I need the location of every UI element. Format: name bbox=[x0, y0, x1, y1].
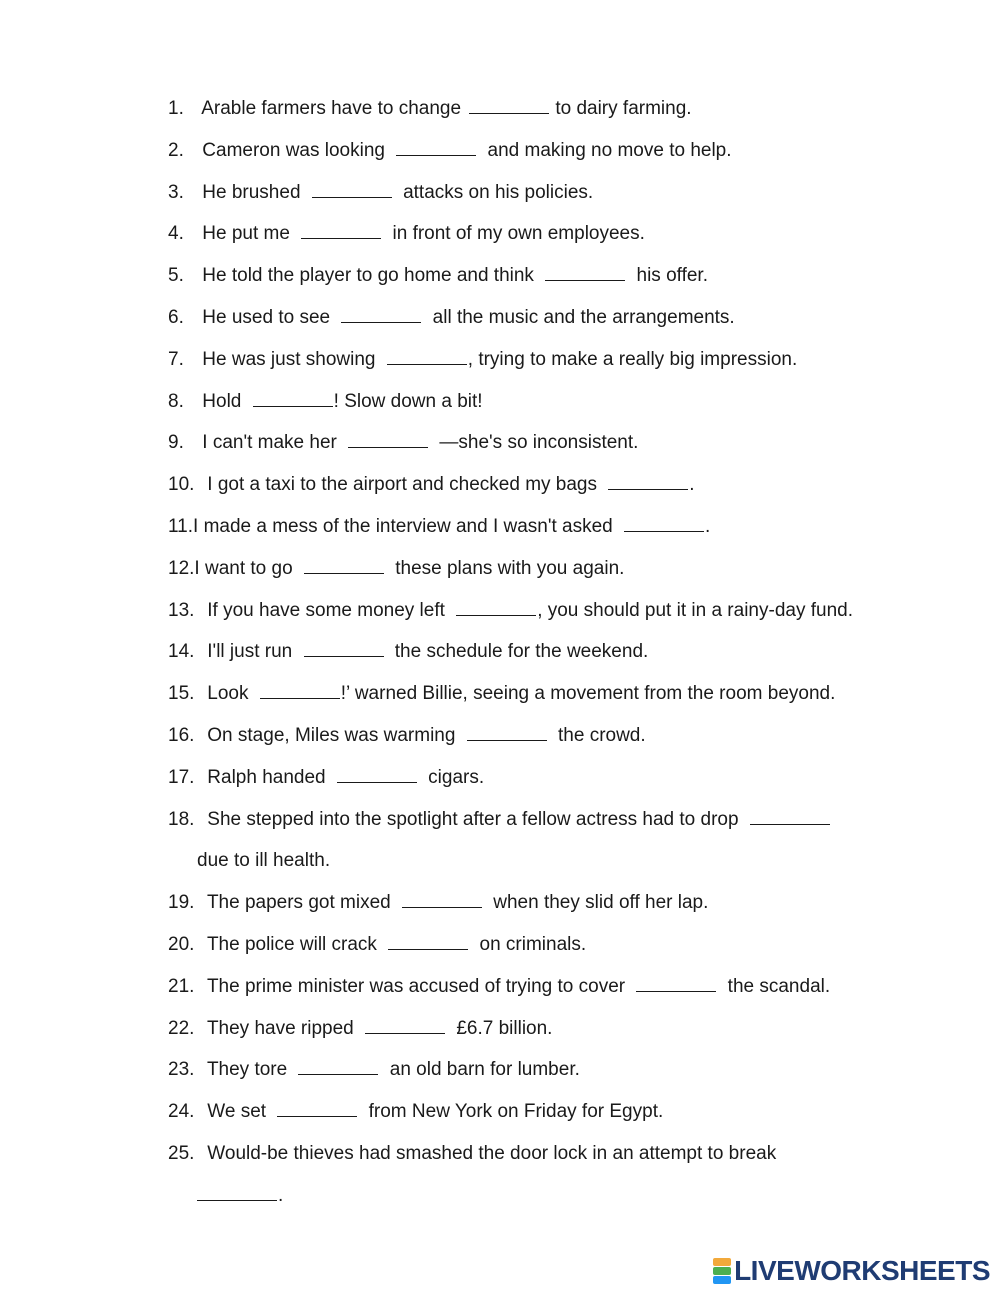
answer-blank[interactable] bbox=[608, 488, 688, 490]
item-text-after: an old barn for lumber. bbox=[389, 1059, 580, 1081]
answer-blank[interactable] bbox=[388, 948, 468, 950]
item-number: 4. bbox=[168, 223, 184, 245]
answer-blank[interactable] bbox=[396, 154, 476, 156]
answer-blank[interactable] bbox=[337, 781, 417, 783]
exercise-item bbox=[168, 631, 928, 673]
exercise-item bbox=[168, 966, 928, 1008]
item-number: 23. bbox=[168, 1059, 195, 1081]
exercise-item bbox=[168, 88, 928, 130]
item-text-before: Look bbox=[207, 683, 249, 705]
answer-blank[interactable] bbox=[304, 572, 384, 574]
item-text-before: If you have some money left bbox=[207, 599, 445, 621]
exercise-item bbox=[168, 213, 928, 255]
answer-blank[interactable] bbox=[469, 112, 549, 114]
answer-blank[interactable] bbox=[402, 906, 482, 908]
answer-blank[interactable] bbox=[341, 321, 421, 323]
item-text-after: these plans with you again. bbox=[395, 557, 625, 579]
item-text-after: cigars. bbox=[428, 766, 485, 788]
item-number: 16. bbox=[168, 724, 195, 746]
item-text-before: Arable farmers have to change bbox=[201, 98, 462, 119]
exercise-item bbox=[168, 172, 928, 214]
exercise-item-continuation bbox=[168, 840, 928, 882]
item-text-before: Cameron was looking bbox=[202, 139, 385, 161]
liveworksheets-brand bbox=[713, 1255, 990, 1287]
item-text-after: , trying to make a really big impression. bbox=[467, 348, 798, 370]
answer-blank[interactable] bbox=[467, 739, 547, 741]
item-text-after: his offer. bbox=[636, 265, 708, 287]
answer-blank[interactable] bbox=[456, 614, 536, 616]
exercise-item bbox=[168, 1133, 928, 1175]
item-text-after: the crowd. bbox=[558, 724, 646, 746]
item-text-continued: due to ill health. bbox=[197, 850, 331, 872]
item-text-before: I got a taxi to the airport and checked my bags bbox=[207, 474, 598, 496]
item-text-after: the scandal. bbox=[727, 975, 831, 997]
item-number: 3. bbox=[168, 181, 184, 203]
item-text-before: He brushed bbox=[202, 181, 301, 203]
item-text-before: I want to go bbox=[194, 557, 293, 579]
answer-blank[interactable] bbox=[624, 530, 704, 532]
item-number: 9. bbox=[168, 432, 184, 454]
exercise-item bbox=[168, 1091, 928, 1133]
item-text-before: Hold bbox=[202, 390, 242, 412]
item-text-before: We set bbox=[207, 1101, 267, 1123]
item-number: 24. bbox=[168, 1101, 195, 1123]
item-number: 1. bbox=[168, 98, 184, 119]
answer-blank[interactable] bbox=[312, 196, 392, 198]
item-text-after: and making no move to help. bbox=[487, 139, 732, 161]
answer-blank[interactable] bbox=[260, 697, 340, 699]
item-number: 25. bbox=[168, 1142, 195, 1164]
answer-blank[interactable] bbox=[304, 655, 384, 657]
item-text-after: , you should put it in a rainy-day fund. bbox=[537, 599, 853, 621]
item-number: 13. bbox=[168, 599, 195, 621]
logo-block-green bbox=[713, 1267, 731, 1275]
exercise-item bbox=[168, 464, 928, 506]
answer-blank[interactable] bbox=[348, 446, 428, 448]
exercise-item bbox=[168, 799, 928, 841]
item-number: 18. bbox=[168, 808, 195, 830]
item-number: 12. bbox=[168, 557, 195, 579]
item-text-before: He put me bbox=[202, 223, 290, 245]
item-text-before: He told the player to go home and think bbox=[202, 265, 534, 287]
item-number: 8. bbox=[168, 390, 184, 412]
worksheet bbox=[168, 88, 928, 1217]
exercise-item bbox=[168, 1008, 928, 1050]
exercise-item bbox=[168, 506, 928, 548]
item-text-before: I made a mess of the interview and I wasn't asked bbox=[193, 515, 613, 537]
item-text-before: I'll just run bbox=[207, 641, 293, 663]
answer-blank[interactable] bbox=[636, 990, 716, 992]
item-number: 6. bbox=[168, 306, 184, 328]
item-text-before: The prime minister was accused of trying to cover bbox=[206, 975, 626, 997]
item-text-before: The police will crack bbox=[206, 933, 377, 955]
item-text-before: They have ripped bbox=[206, 1017, 354, 1039]
answer-blank[interactable] bbox=[545, 279, 625, 281]
exercise-item bbox=[168, 130, 928, 172]
item-text-after: in front of my own employees. bbox=[392, 223, 645, 245]
item-text-after: . bbox=[705, 515, 711, 537]
item-number: 17. bbox=[168, 766, 195, 788]
answer-blank[interactable] bbox=[197, 1199, 277, 1201]
exercise-item bbox=[168, 297, 928, 339]
item-number: 5. bbox=[168, 265, 184, 287]
exercise-item bbox=[168, 1049, 928, 1091]
item-number: 14. bbox=[168, 641, 195, 663]
item-number: 19. bbox=[168, 892, 195, 914]
item-text-after: all the music and the arrangements. bbox=[432, 306, 735, 328]
answer-blank[interactable] bbox=[750, 823, 830, 825]
exercise-item bbox=[168, 590, 928, 632]
item-number: 7. bbox=[168, 348, 184, 370]
exercise-item bbox=[168, 548, 928, 590]
answer-blank[interactable] bbox=[277, 1115, 357, 1117]
exercise-item bbox=[168, 255, 928, 297]
item-text-after: to dairy farming. bbox=[555, 98, 692, 119]
logo-block-orange bbox=[713, 1258, 731, 1266]
exercise-item bbox=[168, 715, 928, 757]
item-number: 22. bbox=[168, 1017, 195, 1039]
exercise-item-continuation bbox=[168, 1175, 928, 1217]
item-number: 21. bbox=[168, 975, 195, 997]
item-text-before: He used to see bbox=[202, 306, 331, 328]
answer-blank[interactable] bbox=[387, 363, 467, 365]
item-text-after: ! Slow down a bit! bbox=[333, 390, 483, 412]
item-text-before: Ralph handed bbox=[207, 766, 326, 788]
exercise-item bbox=[168, 673, 928, 715]
answer-blank[interactable] bbox=[298, 1073, 378, 1075]
item-text-before: Would-be thieves had smashed the door lock in an attempt to break bbox=[207, 1142, 777, 1164]
answer-blank[interactable] bbox=[301, 237, 381, 239]
exercise-item bbox=[168, 381, 928, 423]
item-text-before: They tore bbox=[206, 1059, 288, 1081]
item-text-before: On stage, Miles was warming bbox=[207, 724, 456, 746]
exercise-item bbox=[168, 757, 928, 799]
answer-blank[interactable] bbox=[253, 405, 333, 407]
brand-name: LIVEWORKSHEETS bbox=[734, 1255, 990, 1286]
item-text-before: He was just showing bbox=[202, 348, 376, 370]
item-number: 11. bbox=[168, 515, 194, 537]
item-text-after: when they slid off her lap. bbox=[493, 892, 709, 914]
exercise-item bbox=[168, 882, 928, 924]
exercise-item bbox=[168, 422, 928, 464]
item-text-after: the schedule for the weekend. bbox=[394, 641, 649, 663]
item-number: 2. bbox=[168, 139, 184, 161]
item-text-after: on criminals. bbox=[479, 933, 587, 955]
exercise-item bbox=[168, 924, 928, 966]
item-text-after: . bbox=[278, 1184, 284, 1206]
item-text-after: . bbox=[689, 474, 695, 496]
item-number: 20. bbox=[168, 933, 195, 955]
item-text-before: She stepped into the spotlight after a fellow actress had to drop bbox=[207, 808, 739, 830]
item-text-after: from New York on Friday for Egypt. bbox=[368, 1101, 664, 1123]
answer-blank[interactable] bbox=[365, 1032, 445, 1034]
item-text-after: —she's so inconsistent. bbox=[439, 432, 639, 454]
item-text-after: attacks on his policies. bbox=[403, 181, 594, 203]
item-text-after: !’ warned Billie, seeing a movement from the room beyond. bbox=[340, 683, 836, 705]
liveworksheets-logo-icon bbox=[713, 1258, 731, 1284]
item-text-after: £6.7 billion. bbox=[456, 1017, 553, 1039]
exercise-item bbox=[168, 339, 928, 381]
item-number: 10. bbox=[168, 474, 195, 496]
logo-block-blue bbox=[713, 1276, 731, 1284]
item-text-before: I can't make her bbox=[202, 432, 337, 454]
item-text-before: The papers got mixed bbox=[206, 892, 391, 914]
item-number: 15. bbox=[168, 683, 195, 705]
